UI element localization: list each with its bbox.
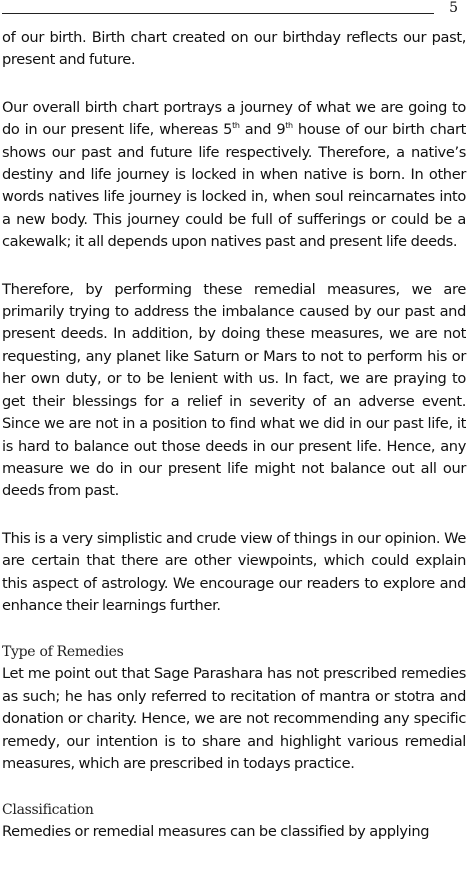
paragraph-birth-chart-intro: of our birth. Birth chart created on our birthday reflects our past, present and future. <box>2 29 466 69</box>
paragraph-simplistic-view: This is a very simplistic and crude view of things in our opinion. We are certain that there are other viewpoints, which could explain this aspect of astrology. We encourage our readers to explore and enhance their learnings further. <box>2 529 466 614</box>
heading-classification: Classification <box>2 802 94 819</box>
paragraph-text: and 9 <box>239 121 286 139</box>
superscript: th <box>232 121 240 131</box>
superscript: th <box>285 121 293 131</box>
paragraph-remedial-measures: Therefore, by performing these remedial measures, we are primarily trying to address the imbalance caused by our past and present deeds. In addition, by doing these measures, we are not requesting, any planet like Saturn or Mars to not to perform his or her own duty, or to be lenient with us. In fact, we are praying to get their blessings for a relief in severity of an adverse event. Since we are not in a position to find what we did in our past life, it is hard to balance out those deeds in our present life. Hence, any measure we do in our present life might not balance out all our deeds from past. <box>2 280 466 500</box>
paragraph-text: Our overall birth chart portrays a journey of what we are going to do in our present life, whereas 5 <box>2 98 466 139</box>
paragraph-classification: Remedies or remedial measures can be classified by applying <box>2 823 430 841</box>
heading-type-of-remedies: Type of Remedies <box>2 644 124 661</box>
header-rule <box>2 13 434 14</box>
page-number: 5 <box>449 0 458 16</box>
body-text <box>2 27 466 869</box>
paragraph-text: house of our birth chart shows our past and future life respectively. Therefore, a native’s destiny and life journey is locked in when native is born. In other words natives life journey is locked in, when soul reincarnates into a new body. This journey could be full of sufferings or could be a cakewalk; it all depends upon natives past and present life deeds. <box>2 121 466 251</box>
paragraph-birth-chart-journey <box>2 97 466 254</box>
paragraph-sage-parashara: Let me point out that Sage Parashara has not prescribed remedies as such; he has only referred to recitation of mantra or stotra and donation or charity. Hence, we are not recommending any specific remedy, our intention is to share and highlight various remedial measures, which are prescribed in todays practice. <box>2 665 466 772</box>
